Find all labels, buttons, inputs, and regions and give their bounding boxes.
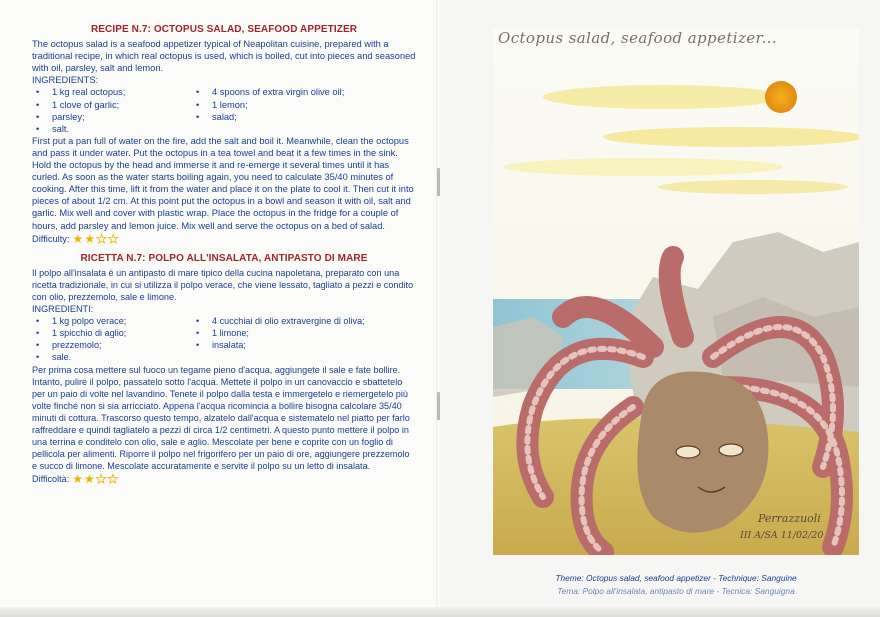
star-empty-icon: ★ [107, 231, 119, 246]
handwritten-title: Octopus salad, seafood appetizer... [498, 29, 777, 47]
star-filled-icon: ★ [84, 231, 96, 246]
ingredient-item: • sale. [32, 351, 192, 363]
difficulty-stars [72, 473, 118, 485]
ingredient-item: • insalata; [192, 339, 392, 351]
ingredient-item: • 1 lemon; [192, 99, 392, 111]
ingredient-item: • 1 clove of garlic; [32, 99, 192, 111]
ingredient-item: • 1 kg real octopus; [32, 86, 192, 98]
italian-recipe-title: RICETTA N.7: POLPO ALL'INSALATA, ANTIPASTO DI MARE [80, 252, 368, 264]
illustration-caption [493, 572, 859, 598]
caption-italian: Tema: Polpo all'insalata, antipasto di mare - Tecnica: Sanguigna [557, 586, 795, 596]
left-page [0, 0, 438, 617]
artist-signature-date: III A/SA 11/02/20 [740, 530, 824, 541]
artist-signature: Perrazzuoli [758, 512, 821, 525]
italian-intro: Il polpo all'insalata è un antipasto di mare tipico della cucina napoletana, preparato con una ricetta tradizionale, in cui si utilizza il polpo verace, che viene lessato, tagliato a pezzi e condito con olio, prezzemolo, sale e limone. [32, 267, 414, 302]
star-empty-icon: ★ [96, 231, 107, 246]
difficulty-label: Difficulty: [32, 233, 70, 244]
ingredient-item: • parsley; [32, 111, 192, 123]
sun-icon [765, 81, 797, 113]
english-difficulty [32, 233, 416, 245]
english-recipe-title: RECIPE N.7: OCTOPUS SALAD, SEAFOOD APPETIZER [90, 24, 358, 35]
english-ingredients-label: INGREDIENTS: [32, 75, 99, 86]
ingredient-item: • salt. [32, 123, 192, 135]
ingredient-item: • 1 limone; [192, 327, 392, 339]
english-intro: The octopus salad is a seafood appetizer typical of Neapolitan cuisine, prepared with a traditional recipe, in which real octopus is used, which is boiled, cut into pieces and seasoned with oil, parsley, salt and lemon. [32, 39, 416, 74]
italian-method: Per prima cosa mettere sul fuoco un tegame pieno d'acqua, aggiungete il sale e fate bollire. Intanto, pulire il polpo, passatelo sotto l'acqua. Mettete il polpo in un canovaccio e sbattetelo per un paio di volte nel lavandino. Tenete il polpo dalla testa e immergetelo e riemergetelo più volte finché non si sia arricciato. Appena l'acqua ricomincia a bollire bisogna calcolare 35/40 minuti di cottura. Trascorso questo tempo, alzatelo dall'acqua e sistematelo nel piatto per farlo raffreddare e quindi tagliatelo a pezzi di circa 1/2 centimetri. A questo punto mettere il polpo in una terrina e conditelo con olio, sale e aglio. Mescolate per bene e coprite con un foglio di pellicola per alimenti. Riporre il polpo nel frigorifero per un paio di ore, aggiungere prezzemolo e succo di limone. Mescolate accuratamente e servite il polpo su un letto di insalata. [32, 364, 410, 472]
star-filled-icon: ★ [72, 231, 84, 246]
recipe-text-column [32, 24, 416, 485]
ingredient-item: • prezzemolo; [32, 339, 192, 351]
difficulty-stars [73, 233, 119, 245]
page-bottom-edge [0, 607, 880, 617]
ingredient-item: • 1 kg polpo verace; [32, 315, 192, 327]
ingredient-item: • 4 spoons of extra virgin olive oil; [192, 86, 392, 98]
italian-difficulty [32, 473, 416, 485]
english-ingredients-list [32, 86, 416, 134]
star-filled-icon: ★ [72, 472, 83, 487]
star-empty-icon: ★ [95, 472, 107, 487]
italian-ingredients-label: INGREDIENTI: [32, 304, 94, 315]
ingredient-item: • 1 spicchio di aglio; [32, 327, 192, 339]
star-empty-icon: ★ [107, 472, 119, 487]
octopus-drawing [493, 27, 859, 555]
english-method: First put a pan full of water on the fire, add the salt and boil it. Meanwhile, clean the octopus and pass it under water. Put the octopus in a tea towel and beat it a few times in the sink. Hold the octopus by the head and immerse it and re-emerge it several times until it has curled. As soon as the water starts boiling again, you need to calculate 35/40 minutes of cooking. After this time, lift it from the water and place it on the plate to cool it. Then cut it into pieces of about 1/2 cm. At this point put the octopus in a bowl and season it with oil, salt and garlic. Mix well and cover with plastic wrap. Place the octopus in the fridge for a couple of hours, add parsley and lemon juice. Mix well and serve the octopus on a bed of salad. [32, 135, 414, 231]
difficulty-label: Difficoltà: [32, 474, 70, 485]
caption-english: Theme: Octopus salad, seafood appetizer - Technique: Sanguine [555, 573, 797, 583]
ingredient-item: • salad; [192, 111, 392, 123]
italian-ingredients-list [32, 315, 416, 363]
ingredient-item: • 4 cucchiai di olio extravergine di oliva; [192, 315, 392, 327]
star-filled-icon: ★ [84, 472, 95, 487]
